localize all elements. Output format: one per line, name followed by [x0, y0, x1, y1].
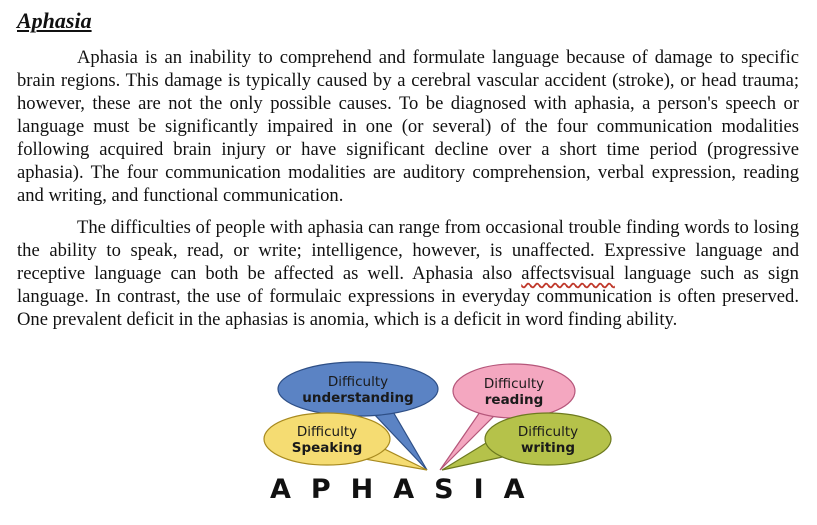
spelling-error-word[interactable]: affectsvisual [521, 263, 615, 284]
paragraph-2-text-after: language such as sign language. In contrast, the use of formulaic expressions in everyday communication is often preserved. One prevalent deficit in the aphasias is anomia, which is a deficit in word finding ability. [17, 263, 799, 330]
aphasia-diagram [262, 360, 614, 520]
paragraph-2-text-before: The difficulties of people with aphasia can range from occasional trouble finding words to losing the ability to speak, read, or write; intelligence, however, is unaffected. Expressive language and receptive language can both be affected as well. Aphasia also [17, 217, 799, 284]
paragraph-1: Aphasia is an inability to comprehend and formulate language because of damage to specific brain regions. This damage is typically caused by a cerebral vascular accident (stroke), or head trauma; however, these are not the only possible causes. To be diagnosed with aphasia, a person's speech or language must be significantly impaired in one (or several) of the four communication modalities following acquired brain injury or have significant decline over a short time period (progressive aphasia). The four communication modalities are auditory comprehension, verbal expression, reading and writing, and functional communication. [17, 47, 799, 206]
paragraph-2 [17, 216, 799, 331]
bubble-understanding-line2: understanding [302, 390, 414, 406]
bubble-speaking-line1: Difficulty [296, 424, 358, 440]
bubble-reading-line1: Difficulty [483, 376, 545, 392]
bubble-speaking-line2: Speaking [291, 440, 363, 456]
bubble-reading-line2: reading [484, 392, 544, 408]
document-page [17, 8, 799, 340]
bubble-understanding-line1: Difficulty [327, 374, 389, 390]
aphasia-wordmark: APHASIA [270, 474, 545, 505]
bubble-writing-line2: writing [520, 440, 576, 456]
document-title: Aphasia [17, 8, 92, 33]
bubble-writing-line1: Difficulty [517, 424, 579, 440]
